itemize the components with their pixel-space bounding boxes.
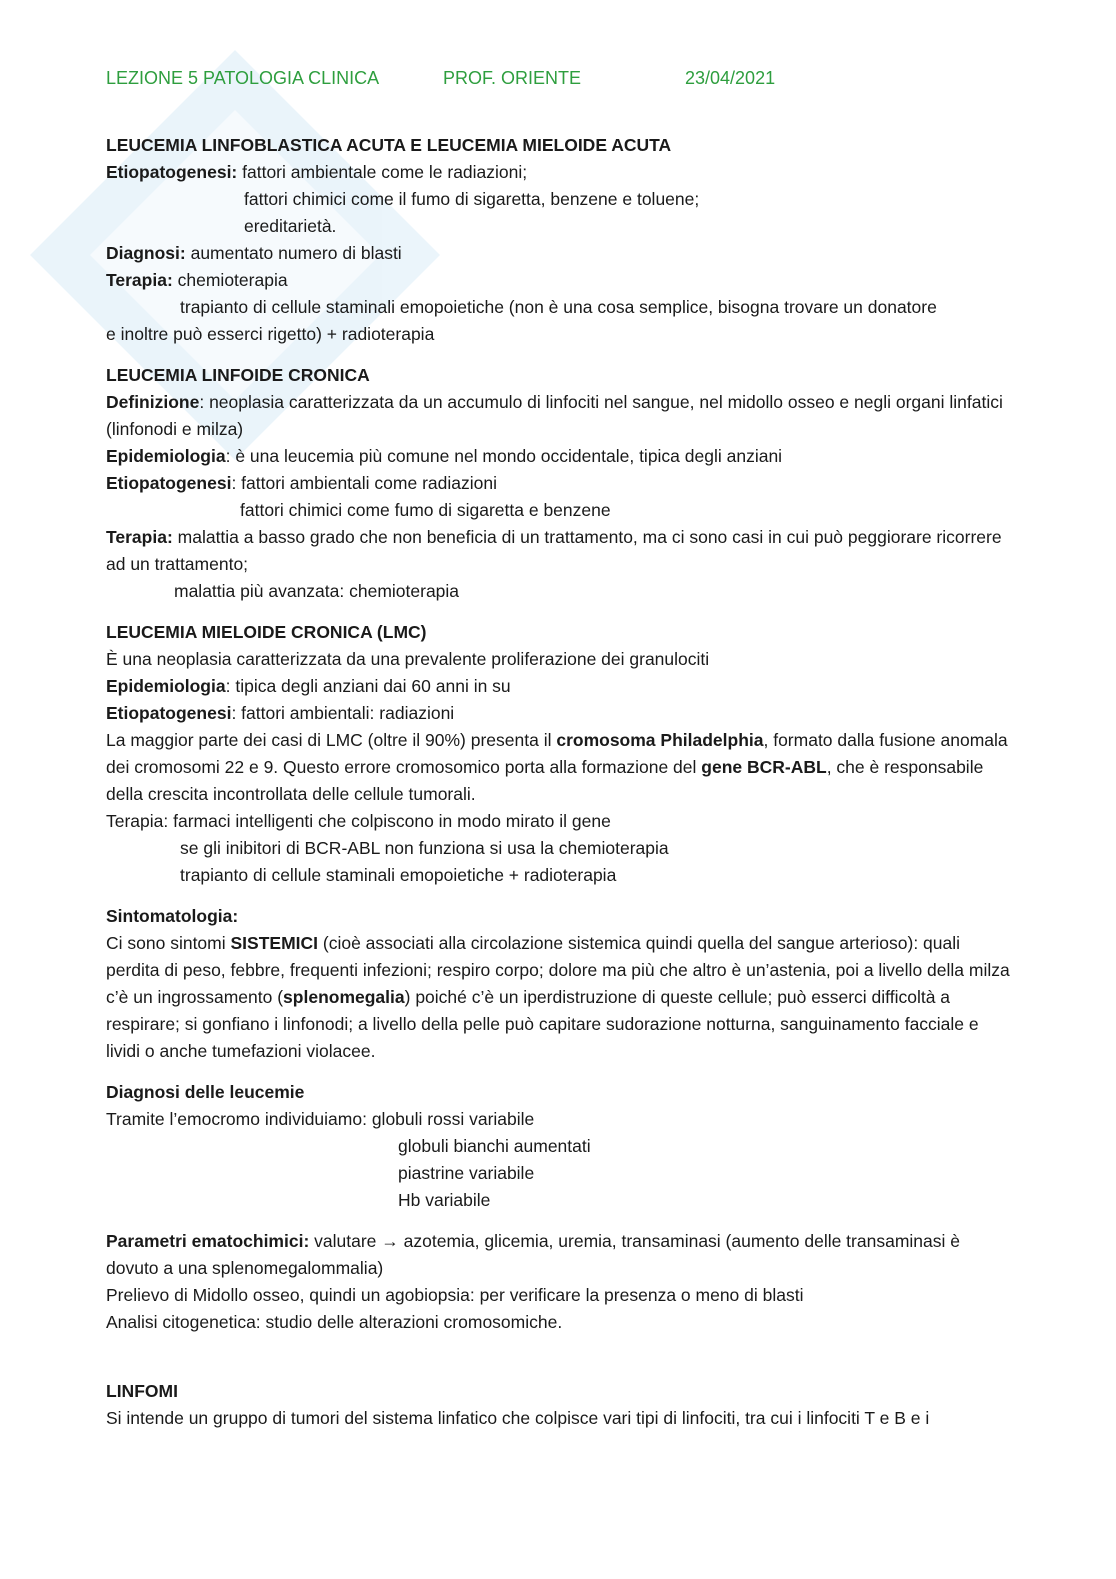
- etiopatogenesi-line: fattori chimici come il fumo di sigaretta, benzene e toluene;: [244, 189, 700, 209]
- terapia-line: se gli inibitori di BCR-ABL non funziona si usa la chemioterapia: [180, 838, 669, 858]
- etiopatogenesi-line: Etiopatogenesi: fattori ambientale come le radiazioni;: [106, 162, 528, 182]
- prelievo-line: Prelievo di Midollo osseo, quindi un agobiopsia: per verificare la presenza o meno di blasti: [106, 1285, 804, 1305]
- section-title-leucemie-acute: LEUCEMIA LINFOBLASTICA ACUTA E LEUCEMIA MIELOIDE ACUTA: [106, 135, 672, 155]
- section-title-linfomi: LINFOMI: [106, 1381, 178, 1401]
- emocromo-line: piastrine variabile: [398, 1163, 535, 1183]
- arrow-icon: →: [381, 1231, 399, 1251]
- emocromo-line: globuli bianchi aumentati: [398, 1136, 591, 1156]
- terapia-line: Terapia: farmaci intelligenti che colpiscono in modo mirato il gene: [106, 811, 611, 831]
- document-body: [106, 132, 1011, 1432]
- linfomi-paragraph: Si intende un gruppo di tumori del sistema linfatico che colpisce vari tipi di linfociti, tra cui i linfociti T e B e i: [106, 1408, 930, 1428]
- sintomatologia-paragraph: Ci sono sintomi SISTEMICI (cioè associati alla circolazione sistemica quindi quella del sangue arterioso): quali perdita di peso, febbre, frequenti infezioni; respiro corpo; dolore ma più che altro è un’astenia, poi a livello della milza c’è un ingrossamento (splenomegalia) poiché c’è un iperdistruzione di queste cellule; può esserci difficoltà a respirare; si gonfiano i linfonodi; a livello della pelle può capitare sudorazione notturna, sanguinamento facciale e lividi o anche tumefazioni violacee.: [106, 933, 1010, 1061]
- terapia-line: trapianto di cellule staminali emopoietiche + radioterapia: [180, 865, 617, 885]
- header-professor: PROF. ORIENTE: [443, 68, 582, 88]
- header-date: 23/04/2021: [685, 68, 776, 88]
- etiopatogenesi-line: ereditarietà.: [244, 216, 337, 236]
- terapia-line: e inoltre può esserci rigetto) + radioterapia: [106, 324, 435, 344]
- emocromo-line: Tramite l’emocromo individuiamo: globuli rossi variabile: [106, 1109, 535, 1129]
- section-title-llc: LEUCEMIA LINFOIDE CRONICA: [106, 365, 370, 385]
- section-title-lmc: LEUCEMIA MIELOIDE CRONICA (LMC): [106, 622, 427, 642]
- emocromo-line: Hb variabile: [398, 1190, 491, 1210]
- etiopatogenesi-line: Etiopatogenesi: fattori ambientali: radiazioni: [106, 703, 455, 723]
- header-course: LEZIONE 5 PATOLOGIA CLINICA: [106, 68, 380, 88]
- section-title-sintomatologia: Sintomatologia:: [106, 906, 239, 926]
- epidemiologia-line: Epidemiologia: tipica degli anziani dai 60 anni in su: [106, 676, 511, 696]
- citogenetica-line: Analisi citogenetica: studio delle alterazioni cromosomiche.: [106, 1312, 563, 1332]
- diagnosi-line: Diagnosi: aumentato numero di blasti: [106, 243, 402, 263]
- terapia-line: trapianto di cellule staminali emopoietiche (non è una cosa semplice, bisogna trovare un donatore: [180, 297, 937, 317]
- epidemiologia-line: Epidemiologia: è una leucemia più comune nel mondo occidentale, tipica degli anziani: [106, 446, 783, 466]
- terapia-paragraph: Terapia: malattia a basso grado che non beneficia di un trattamento, ma ci sono casi in cui può peggiorare ricorrere ad un trattamento;: [106, 527, 1002, 574]
- section-title-diagnosi: Diagnosi delle leucemie: [106, 1082, 305, 1102]
- definizione-paragraph: Definizione: neoplasia caratterizzata da un accumulo di linfociti nel sangue, nel midollo osseo e negli organi linfatici (linfonodi e milza): [106, 392, 1003, 439]
- philadelphia-paragraph: La maggior parte dei casi di LMC (oltre il 90%) presenta il cromosoma Philadelphia, formato dalla fusione anomala dei cromosomi 22 e 9. Questo errore cromosomico porta alla formazione del gene BCR-ABL, che è responsabile della crescita incontrollata delle cellule tumorali.: [106, 730, 1008, 804]
- intro-line: È una neoplasia caratterizzata da una prevalente proliferazione dei granulociti: [106, 649, 710, 669]
- etiopatogenesi-line: fattori chimici come fumo di sigaretta e benzene: [240, 500, 611, 520]
- parametri-paragraph: Parametri ematochimici: valutare → azotemia, glicemia, uremia, transaminasi (aumento delle transaminasi è dovuto a una splenomegalommalia): [106, 1231, 960, 1278]
- terapia-line: malattia più avanzata: chemioterapia: [174, 581, 460, 601]
- terapia-line: Terapia: chemioterapia: [106, 270, 288, 290]
- etiopatogenesi-line: Etiopatogenesi: fattori ambientali come radiazioni: [106, 473, 497, 493]
